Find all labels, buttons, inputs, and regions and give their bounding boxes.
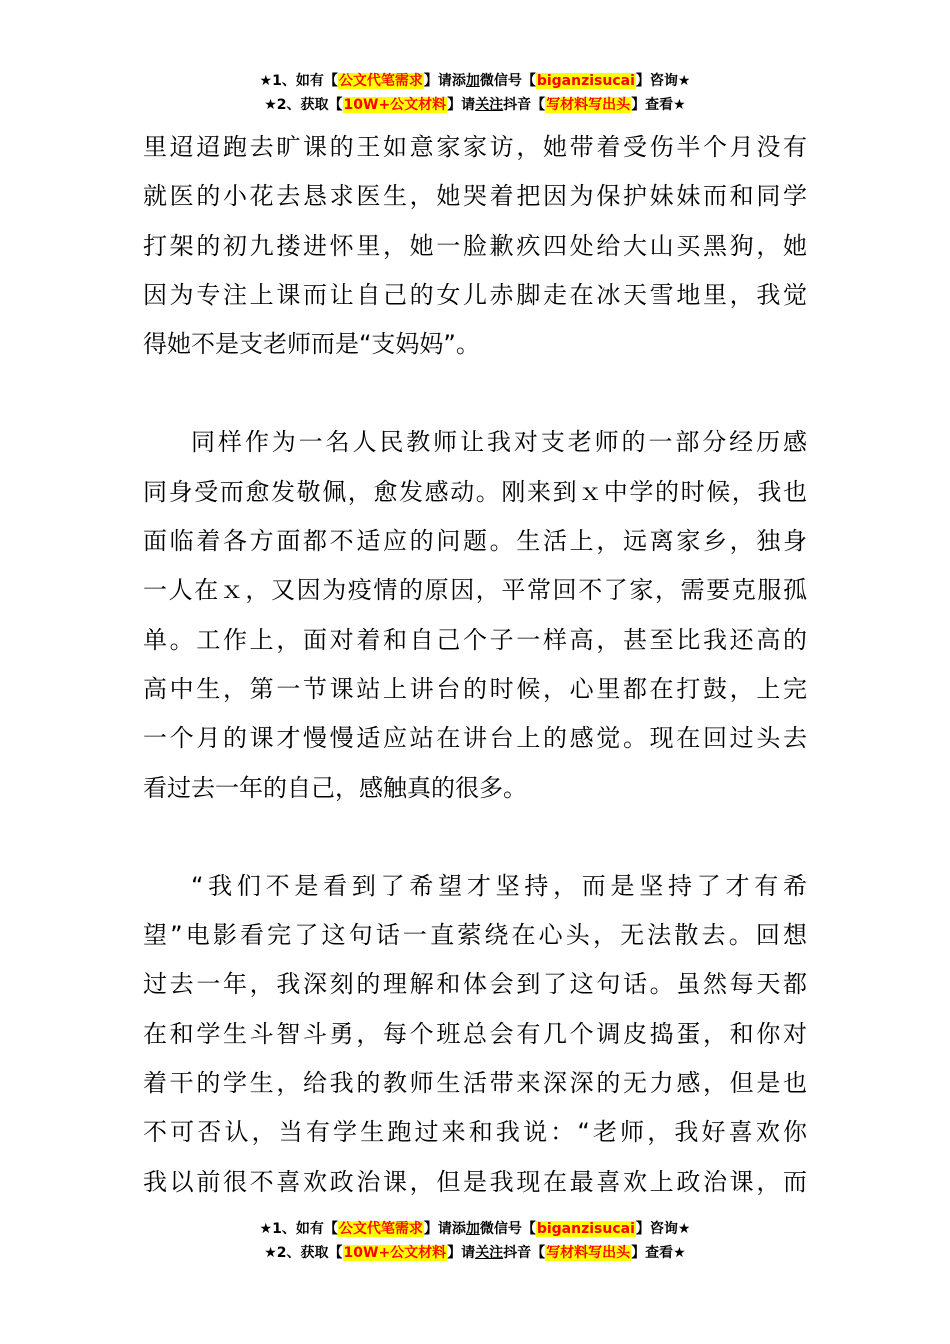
- paragraph-3: [143, 862, 807, 1207]
- text-line: 望”电影看完了这句话一直萦绕在心头，无法散去。回想: [143, 921, 807, 950]
- paragraph-2: [143, 418, 807, 812]
- banner-text: 微信号【: [479, 1221, 536, 1237]
- banner-text: 】咨询★: [635, 1221, 691, 1237]
- text-line: 得她不是支老师而是“支妈妈”。: [143, 330, 480, 359]
- text-line: 面临着各方面都不适应的问题。生活上，远离家乡，独身: [143, 527, 807, 556]
- banner-text: 】请添: [423, 73, 466, 89]
- text-line: 同样作为一名人民教师让我对支老师的一部分经历感: [191, 428, 807, 457]
- banner-text: ★1、如有【: [259, 1221, 338, 1237]
- banner-text: ★2、获取【: [264, 1245, 343, 1261]
- text-line: 看过去一年的自己，感触真的很多。: [143, 773, 527, 802]
- banner-text: 关注: [475, 97, 504, 113]
- text-line: 一个月的课才慢慢适应站在讲台上的感觉。现在回过头去: [143, 724, 807, 753]
- highlighted-wechat-id: biganzisucai: [536, 1221, 635, 1237]
- header-banner-line-2: [0, 93, 950, 117]
- highlighted-account: 写材料写出头: [546, 97, 631, 113]
- footer-banner-line-1: [0, 1217, 950, 1241]
- text-line: 同身受而愈发敬佩，愈发感动。刚来到ｘ中学的时候，我也: [143, 477, 807, 506]
- highlighted-service: 公文代笔需求: [338, 1221, 423, 1237]
- banner-text: ★2、获取【: [264, 97, 343, 113]
- text-line: “我们不是看到了希望才坚持，而是坚持了才有希: [191, 871, 807, 900]
- text-line: 打架的初九搂进怀里，她一脸歉疚四处给大山买黑狗，她: [143, 231, 807, 260]
- text-line: 单。工作上，面对着和自己个子一样高，甚至比我还高的: [143, 625, 807, 654]
- text-line: 在和学生斗智斗勇，每个班总会有几个调皮捣蛋，和你对: [143, 1019, 807, 1048]
- footer-banner: [0, 1217, 950, 1265]
- highlighted-wechat-id: biganzisucai: [536, 73, 635, 89]
- header-banner: [0, 69, 950, 117]
- banner-text: 微信号【: [479, 73, 536, 89]
- text-line: 高中生，第一节课站上讲台的时候，心里都在打鼓，上完: [143, 674, 807, 703]
- footer-banner-line-2: [0, 1241, 950, 1265]
- highlighted-materials: 10W+公文材料: [343, 1245, 447, 1261]
- highlighted-materials: 10W+公文材料: [343, 97, 447, 113]
- document-body: [143, 123, 807, 1207]
- highlighted-service: 公文代笔需求: [338, 73, 423, 89]
- text-line: 不可否认，当有学生跑过来和我说：“老师，我好喜欢你: [143, 1118, 807, 1147]
- banner-text: 】请添: [423, 1221, 466, 1237]
- header-banner-line-1: [0, 69, 950, 93]
- text-line: 里迢迢跑去旷课的王如意家家访，她带着受伤半个月没有: [143, 133, 807, 161]
- banner-text: 】咨询★: [635, 73, 691, 89]
- text-line: 就医的小花去恳求医生，她哭着把因为保护妹妹而和同学: [143, 182, 807, 211]
- banner-text: 关注: [475, 1245, 504, 1261]
- banner-text: 】查看★: [631, 1245, 686, 1261]
- text-line: 过去一年，我深刻的理解和体会到了这句话。虽然每天都: [143, 970, 807, 999]
- banner-text: 加: [465, 1221, 480, 1237]
- banner-text: 】请: [447, 97, 476, 113]
- banner-text: 抖音【: [503, 1245, 546, 1261]
- banner-text: 抖音【: [503, 97, 546, 113]
- banner-text: 】请: [447, 1245, 476, 1261]
- banner-text: 】查看★: [631, 97, 686, 113]
- text-line: 我以前很不喜欢政治课，但是我现在最喜欢上政治课，而: [143, 1167, 807, 1196]
- highlighted-account: 写材料写出头: [546, 1245, 631, 1261]
- paragraph-1: [143, 123, 807, 369]
- banner-text: 加: [465, 73, 480, 89]
- banner-text: ★1、如有【: [259, 73, 338, 89]
- text-line: 着干的学生，给我的教师生活带来深深的无力感，但是也: [143, 1069, 807, 1098]
- text-line: 因为专注上课而让自己的女儿赤脚走在冰天雪地里，我觉: [143, 280, 807, 309]
- text-line: 一人在ｘ，又因为疫情的原因，平常回不了家，需要克服孤: [143, 576, 807, 605]
